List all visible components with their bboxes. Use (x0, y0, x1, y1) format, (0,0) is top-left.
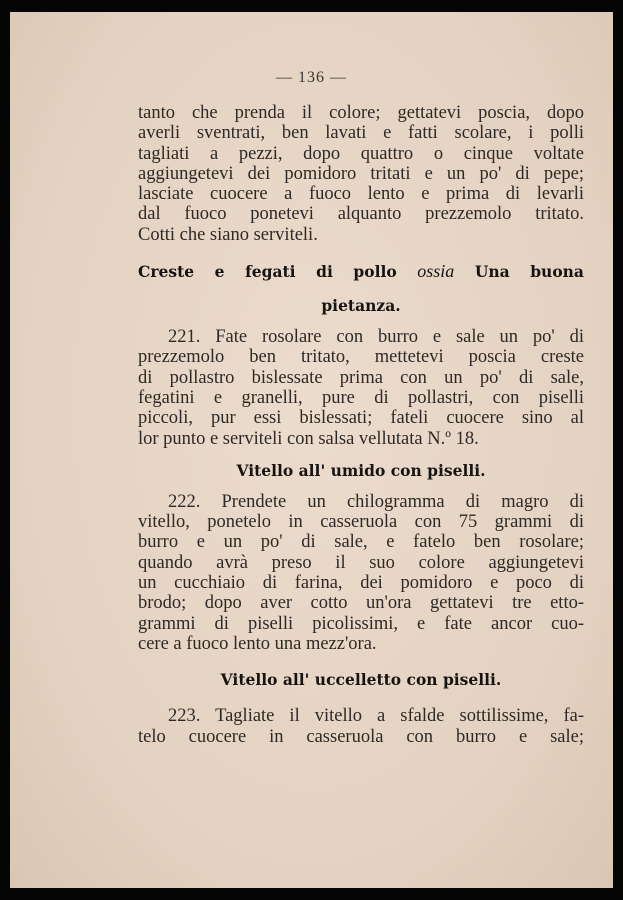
recipe-heading-creste (138, 261, 584, 282)
text-line: lasciate cuocere a fuoco lento e prima di levarli (138, 184, 584, 205)
text-line: lor punto e serviteli con salsa vellutata N.º 18. (138, 428, 479, 449)
page-number: — 136 — (276, 69, 347, 86)
text-line: averli sventrati, ben lavati e fatti scolare, i polli (138, 123, 584, 144)
recipe-heading-vitello-uccelletto: Vitello all' uccelletto con piselli. (220, 670, 502, 690)
text-line: Cotti che siano serviteli. (138, 224, 318, 245)
text-line: 222. Prendete un chilogramma di magro di (168, 491, 584, 512)
text-line: un cucchiaio di farina, dei pomidoro e poco di (138, 573, 584, 594)
text-line: 223. Tagliate il vitello a sfalde sottilissime, fa- (168, 706, 584, 727)
text-line: vitello, ponetelo in casseruola con 75 grammi di (138, 512, 584, 533)
text-line: piccoli, pur essi bislessati; fateli cuocere sino al (138, 408, 584, 429)
text-line: quando avrà preso il suo colore aggiungetevi (138, 552, 584, 573)
text-line: telo cuocere in casseruola con burro e sale; (138, 726, 584, 747)
text-line: prezzemolo ben tritato, mettetevi poscia creste (138, 347, 584, 368)
page-text (138, 103, 584, 747)
text-line: grammi di piselli picolissimi, e fate ancor cuo- (138, 613, 584, 634)
book-page (10, 12, 613, 888)
heading-italic-text: ossia (417, 261, 455, 282)
recipe-223-paragraph (138, 706, 584, 747)
heading-text: Creste e fegati di pollo (138, 262, 397, 282)
heading-text: Una buona (474, 262, 584, 282)
text-line: brodo; dopo aver cotto un'ora gettatevi tre etto- (138, 593, 584, 614)
text-line: burro e un po' di sale, e fatelo ben rosolare; (138, 532, 584, 553)
text-line: cere a fuoco lento una mezz'ora. (138, 633, 377, 654)
text-line: fegatini e granelli, pure di pollastri, con piselli (138, 387, 584, 408)
text-line: aggiungetevi dei pomidoro tritati e un po' di pepe; (138, 163, 584, 184)
text-line: tagliati a pezzi, dopo quattro o cinque voltate (138, 143, 584, 164)
continued-paragraph (138, 103, 584, 245)
recipe-222-paragraph (138, 492, 584, 654)
text-line: di pollastro bislessate prima con un po' di sale, (138, 367, 584, 388)
text-line: 221. Fate rosolare con burro e sale un po' di (168, 327, 584, 348)
text-line: tanto che prenda il colore; gettatevi poscia, dopo (138, 103, 584, 123)
recipe-221-paragraph (138, 327, 584, 449)
recipe-heading-creste-continued: pietanza. (321, 296, 401, 316)
text-line: dal fuoco ponetevi alquanto prezzemolo tritato. (138, 204, 584, 225)
recipe-heading-vitello-umido: Vitello all' umido con piselli. (236, 460, 486, 480)
